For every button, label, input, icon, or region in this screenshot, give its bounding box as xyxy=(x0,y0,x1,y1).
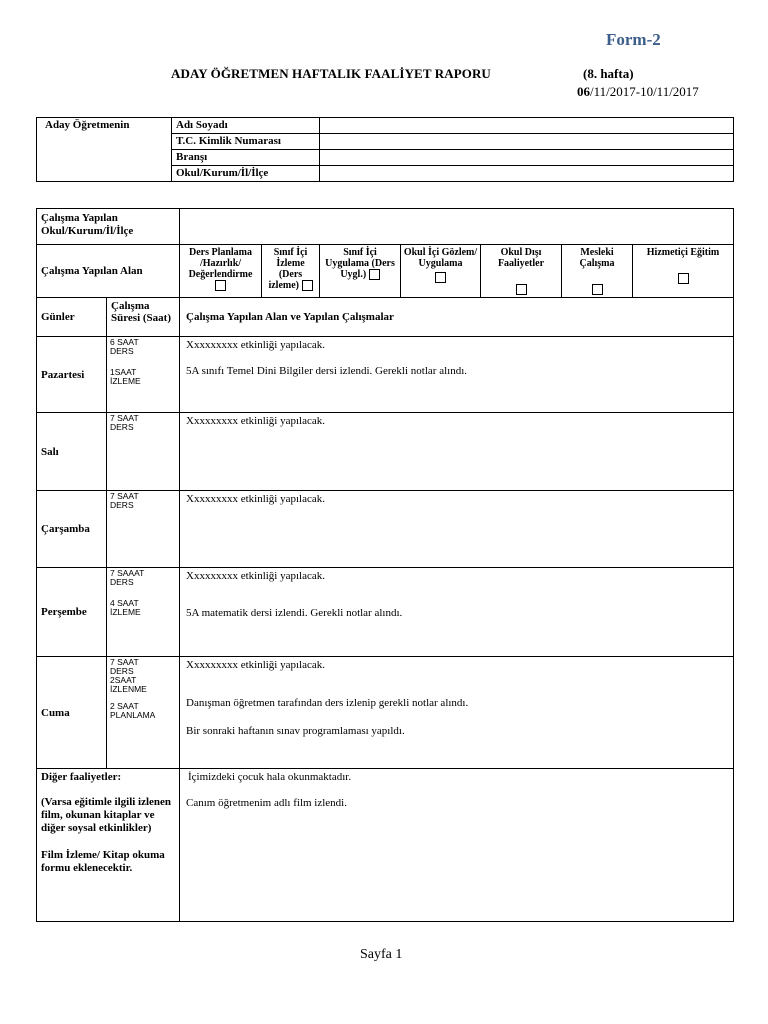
class-practice-checkbox[interactable] xyxy=(369,269,380,280)
activity-line: Xxxxxxxxx etkinliği yapılacak. xyxy=(186,339,325,351)
col-days-header: Günler xyxy=(37,298,107,337)
other-title: Diğer faaliyetler: xyxy=(41,771,122,783)
activity-line: Xxxxxxxxx etkinliği yapılacak. xyxy=(186,415,325,427)
hours-item: 7 SAAT DERS xyxy=(110,413,139,432)
area-professional-work-label: Mesleki Çalışma xyxy=(579,247,615,269)
info-label-school: Okul/Kurum/İl/İlçe xyxy=(172,166,320,182)
date-range xyxy=(577,84,699,100)
info-value-school[interactable] xyxy=(320,166,734,182)
area-planning xyxy=(180,245,262,298)
date-start-day: 06 xyxy=(577,84,590,99)
area-school-observation xyxy=(401,245,481,298)
day-friday: Cuma xyxy=(37,657,107,769)
hours-item: 7 SAAAT DERS xyxy=(110,568,145,587)
day-tuesday: Salı xyxy=(37,413,107,491)
area-row xyxy=(37,245,734,298)
area-class-practice xyxy=(320,245,401,298)
candidate-info-table xyxy=(36,117,734,182)
hours-tuesday xyxy=(107,413,180,491)
activity-line: Xxxxxxxxx etkinliği yapılacak. xyxy=(186,570,325,582)
table-row xyxy=(37,413,734,491)
other-activities-row xyxy=(37,769,734,922)
area-class-observation-label: Sınıf İçi İzleme (Ders izleme) xyxy=(268,247,308,291)
other-activities-label xyxy=(37,769,180,922)
date-rest: /11/2017-10/11/2017 xyxy=(590,84,699,99)
activities-monday xyxy=(180,337,734,413)
hours-wednesday xyxy=(107,491,180,568)
day-wednesday: Çarşamba xyxy=(37,491,107,568)
hours-item: 2 SAAT PLANLAMA xyxy=(110,701,156,720)
hours-item: 1SAAT İZLEME xyxy=(110,367,141,386)
place-label: Çalışma Yapılan Okul/Kurum/İl/İlçe xyxy=(37,209,180,245)
other-activities-content xyxy=(180,769,734,922)
activity-line: 5A sınıfı Temel Dini Bilgiler dersi izlendi. Gerekli notlar alındı. xyxy=(186,365,467,377)
professional-work-checkbox[interactable] xyxy=(592,284,603,295)
hours-friday xyxy=(107,657,180,769)
area-inservice-training xyxy=(633,245,734,298)
table-row xyxy=(37,337,734,413)
other-note: (Varsa eğitimle ilgili izlenen film, okunan kitaplar ve diğer soysal etkinlikler) xyxy=(41,796,172,834)
area-outside-activities-label: Okul Dışı Faaliyetler xyxy=(497,247,545,269)
area-outside-activities xyxy=(481,245,562,298)
info-label-name: Adı Soyadı xyxy=(172,118,320,134)
area-school-observation-label: Okul İçi Gözlem/ Uygulama xyxy=(403,247,478,269)
hours-thursday xyxy=(107,568,180,657)
school-observation-checkbox[interactable] xyxy=(435,272,446,283)
week-label: (8. hafta) xyxy=(583,66,634,81)
planning-checkbox[interactable] xyxy=(215,280,226,291)
other-form-note: Film İzleme/ Kitap okuma formu eklenecektir. xyxy=(41,849,165,874)
info-label-branch: Branşı xyxy=(172,150,320,166)
candidate-group-label: Aday Öğretmenin xyxy=(37,118,172,182)
activity-line: Canım öğretmenim adlı film izlendi. xyxy=(186,797,347,809)
hours-item: 2SAAT İZLENME xyxy=(110,675,147,694)
day-monday: Pazartesi xyxy=(37,337,107,413)
column-header-row xyxy=(37,298,734,337)
info-label-tc: T.C. Kimlik Numarası xyxy=(172,134,320,150)
table-row xyxy=(37,657,734,769)
info-value-tc[interactable] xyxy=(320,134,734,150)
place-row xyxy=(37,209,734,245)
info-value-name[interactable] xyxy=(320,118,734,134)
table-row xyxy=(37,568,734,657)
activity-line: 5A matematik dersi izlendi. Gerekli notlar alındı. xyxy=(186,607,403,619)
hours-monday xyxy=(107,337,180,413)
area-label: Çalışma Yapılan Alan xyxy=(37,245,180,298)
area-class-observation xyxy=(262,245,320,298)
activities-tuesday xyxy=(180,413,734,491)
area-planning-label: Ders Planlama /Hazırlık/ Değerlendirme xyxy=(188,247,253,280)
outside-activities-checkbox[interactable] xyxy=(516,284,527,295)
info-row xyxy=(37,118,734,134)
area-professional-work xyxy=(562,245,633,298)
info-value-branch[interactable] xyxy=(320,150,734,166)
weekly-work-table xyxy=(36,208,734,922)
page-number: Sayfa 1 xyxy=(360,947,403,962)
activity-line: Xxxxxxxxx etkinliği yapılacak. xyxy=(186,493,325,505)
table-row xyxy=(37,491,734,568)
activity-line: Xxxxxxxxx etkinliği yapılacak. xyxy=(186,659,325,671)
hours-item: 6 SAAT DERS xyxy=(110,337,139,356)
hours-item: 7 SAAT DERS xyxy=(110,491,139,510)
col-duration-header: Çalışma Süresi (Saat) xyxy=(107,298,180,337)
class-observation-checkbox[interactable] xyxy=(302,280,313,291)
activities-thursday xyxy=(180,568,734,657)
form-label: Form-2 xyxy=(606,30,661,49)
activity-line: Bir sonraki haftanın sınav programlaması yapıldı. xyxy=(186,725,405,737)
inservice-training-checkbox[interactable] xyxy=(678,273,689,284)
day-thursday: Perşembe xyxy=(37,568,107,657)
activity-line: İçimizdeki çocuk hala okunmaktadır. xyxy=(188,771,352,783)
activities-friday xyxy=(180,657,734,769)
activities-wednesday xyxy=(180,491,734,568)
hours-item: 7 SAAT DERS xyxy=(110,657,139,676)
activity-line: Danışman öğretmen tarafından ders izlenip gerekli notlar alındı. xyxy=(186,697,469,709)
hours-item: 4 SAAT İZLEME xyxy=(110,598,141,617)
area-inservice-training-label: Hizmetiçi Eğitim xyxy=(646,247,720,258)
report-title: ADAY ÖĞRETMEN HAFTALIK FAALİYET RAPORU xyxy=(171,66,491,81)
place-value[interactable] xyxy=(180,209,734,245)
area-class-practice-label: Sınıf İçi Uygulama (Ders Uygl.) xyxy=(325,247,395,280)
col-activities-header: Çalışma Yapılan Alan ve Yapılan Çalışmalar xyxy=(180,298,734,337)
